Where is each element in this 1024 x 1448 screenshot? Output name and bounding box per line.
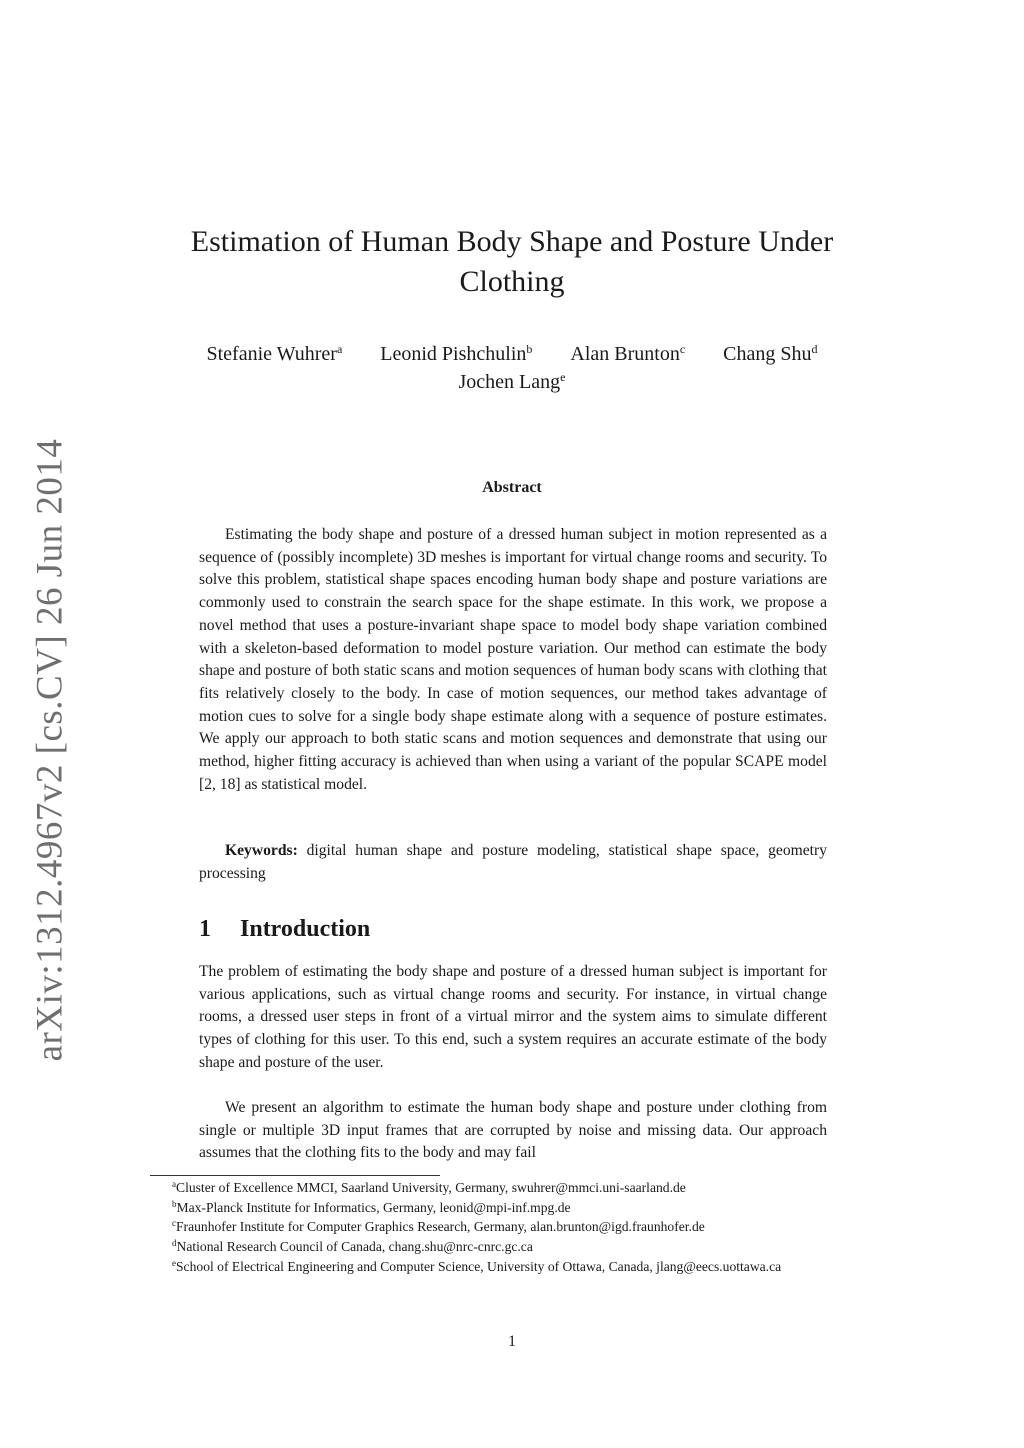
footnote-mark: c: [172, 1218, 176, 1229]
footnote: [150, 1237, 874, 1257]
abstract-text: Estimating the body shape and posture of a dressed human subject in motion represented as a sequence of (possibly incomplete) 3D meshes is important for virtual change rooms and security. To solve this problem, statistical shape spaces encoding human body shape and posture variations are commonly used to constrain the search space for the shape estimate. In this work, we propose a novel method that uses a posture-invariant shape space to model body shape variation combined with a skeleton-based deformation to model posture variation. Our method can estimate the body shape and posture of both static scans and motion sequences of human body scans with clothing that fits relatively closely to the body. In case of motion sequences, our method takes advantage of motion cues to solve for a single body shape estimate along with a sequence of posture estimates. We apply our approach to both static scans and motion sequences and demonstrate that using our method, higher fitting accuracy is achieved than when using a variant of the popular SCAPE model [2, 18] as statistical model.: [199, 526, 827, 793]
intro-paragraph: We present an algorithm to estimate the human body shape and posture under clothing from single or multiple 3D input frames that are corrupted by noise and missing data. Our approach assumes that the clothing fits to the body and may fail: [199, 1099, 827, 1162]
author-name: Alan Brunton: [570, 343, 680, 365]
author-name: Leonid Pishchulin: [380, 343, 527, 365]
footnote: [150, 1198, 874, 1218]
intro-paragraph: The problem of estimating the body shape and posture of a dressed human subject is important for various applications, such as virtual change rooms and security. For instance, in virtual change rooms, a dressed user steps in front of a virtual mirror and the system aims to simulate different types of clothing for this user. To this end, such a system requires an accurate estimate of the body shape and posture of the user.: [199, 963, 827, 1071]
footnote-mark: d: [172, 1238, 177, 1249]
section-heading-introduction: [199, 916, 370, 943]
author-name: Stefanie Wuhrer: [206, 343, 337, 365]
section-title: Introduction: [240, 916, 371, 942]
author: [723, 340, 817, 368]
footnote-text: School of Electrical Engineering and Computer Science, University of Ottawa, Canada, jlang@eecs.uottawa.ca: [176, 1258, 782, 1274]
paper-title: Estimation of Human Body Shape and Posture Under Clothing: [190, 225, 834, 298]
author-row-2: [150, 368, 874, 396]
footnote-mark: e: [172, 1257, 176, 1268]
footnote-text: Fraunhofer Institute for Computer Graphics Research, Germany, alan.brunton@igd.fraunhofer.de: [176, 1219, 705, 1235]
keywords-label: Keywords:: [225, 842, 298, 859]
abstract-heading: Abstract: [482, 479, 542, 496]
footnote-divider: [150, 1175, 440, 1176]
section-number: 1: [199, 916, 211, 942]
footnote: [150, 1178, 874, 1198]
author-affiliation-mark: d: [811, 342, 818, 356]
author-affiliation-mark: c: [679, 342, 686, 356]
footnote-text: Cluster of Excellence MMCI, Saarland University, Germany, swuhrer@mmci.uni-saarland.de: [176, 1180, 686, 1195]
footnotes: [150, 1178, 874, 1277]
author: [207, 340, 343, 368]
footnote: [150, 1257, 874, 1277]
page-number: 1: [508, 1333, 516, 1350]
footnote-mark: b: [172, 1198, 177, 1209]
author: [459, 368, 566, 396]
author-name: Jochen Lang: [458, 371, 561, 393]
keywords: [199, 840, 827, 885]
footnote: [150, 1217, 874, 1237]
footnote-text: Max-Planck Institute for Informatics, Germany, leonid@mpi-inf.mpg.de: [176, 1199, 571, 1215]
footnote-mark: a: [172, 1179, 176, 1189]
footnote-text: National Research Council of Canada, chang.shu@nrc-cnrc.gc.ca: [176, 1239, 533, 1255]
keywords-text: digital human shape and posture modeling, statistical shape space, geometry processing: [199, 842, 827, 882]
author-affiliation-mark: a: [336, 342, 343, 356]
author-name: Chang Shu: [723, 343, 812, 365]
author-affiliation-mark: e: [560, 370, 566, 384]
author: [380, 340, 532, 368]
arxiv-identifier-stamp: arXiv:1312.4967v2 [cs.CV] 26 Jun 2014: [29, 438, 71, 1062]
author: [570, 340, 685, 368]
author-affiliation-mark: b: [526, 342, 533, 356]
author-row-1: [150, 340, 874, 368]
author-list: [150, 340, 874, 396]
